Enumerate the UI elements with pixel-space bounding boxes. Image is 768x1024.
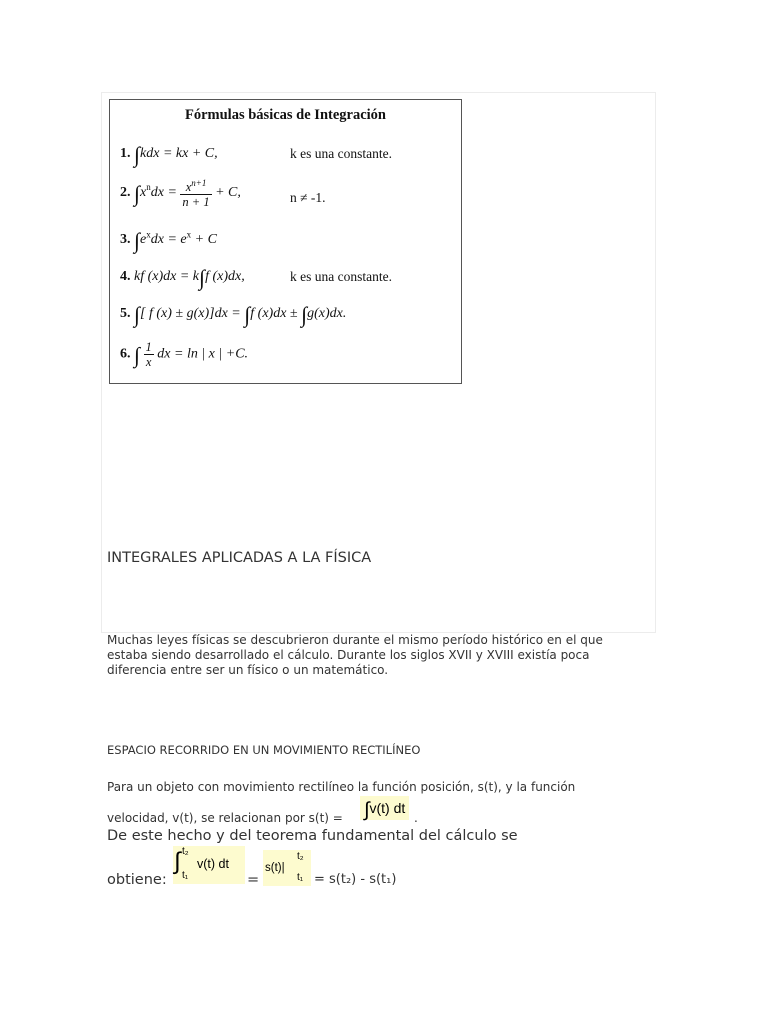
- integration-formulas-image: [109, 99, 462, 384]
- line-2-period: .: [414, 811, 418, 825]
- integral-v-formula: ∫v(t) dt: [360, 796, 409, 820]
- intro-paragraph: Muchas leyes físicas se descubrieron durante el mismo período histórico en el que estaba siendo desarrollado el cálculo. Durante los siglos XVII y XVIII existía poca diferencia entre ser un físico o un matemático.: [107, 633, 603, 677]
- formula-row-5: 5. ∫[ f (x) ± g(x)]dx = ∫f (x)dx ± ∫g(x)dx.: [120, 302, 347, 327]
- section-heading: INTEGRALES APLICADAS A LA FÍSICA: [107, 550, 372, 566]
- formula-note-1: k es una constante.: [290, 146, 392, 161]
- formulas-title: Fórmulas básicas de Integración: [185, 107, 386, 123]
- formula-note-2: n ≠ -1.: [290, 190, 326, 205]
- body-line-3: De este hecho y del teorema fundamental del cálculo se: [107, 828, 518, 844]
- formula-row-2: 2. $\int x^ndx$ = $\frac{x^{n+1}}{n + 1}$ + C,: [120, 178, 241, 210]
- subsection-title: ESPACIO RECORRIDO EN UN MOVIMIENTO RECTILÍNEO: [107, 743, 421, 757]
- body-line-2: velocidad, v(t), se relacionan por s(t) =: [107, 811, 343, 825]
- fraction: $\frac{x^{n+1}}{n + 1}$: [182, 178, 210, 210]
- formula-row-1: 1. ∫kdx = kx + C,: [120, 142, 218, 167]
- formula-row-3: 3. $\int e^xdx = e^x + C$: [120, 228, 217, 253]
- definite-integral-formula: ∫ t₂ t₁ v(t) dt: [173, 846, 245, 884]
- formula-note-4: k es una constante.: [290, 269, 392, 284]
- equals-sign: =: [247, 872, 260, 888]
- body-line-1: Para un objeto con movimiento rectilíneo la función posición, s(t), y la función: [107, 780, 576, 794]
- fraction: $\frac{1}{x}$: [145, 340, 152, 369]
- formula-row-4: 4. kf (x)dx = k∫f (x)dx,: [120, 265, 245, 290]
- formula-row-6: 6. ∫ $\frac{1}{x}$ dx = ln | x | +C.: [120, 340, 249, 369]
- body-line-4-prefix: obtiene:: [107, 872, 167, 888]
- evaluation-formula: s(t)| t₂ t₁: [263, 850, 311, 886]
- body-line-4-suffix: = s(t₂) - s(t₁): [314, 872, 397, 887]
